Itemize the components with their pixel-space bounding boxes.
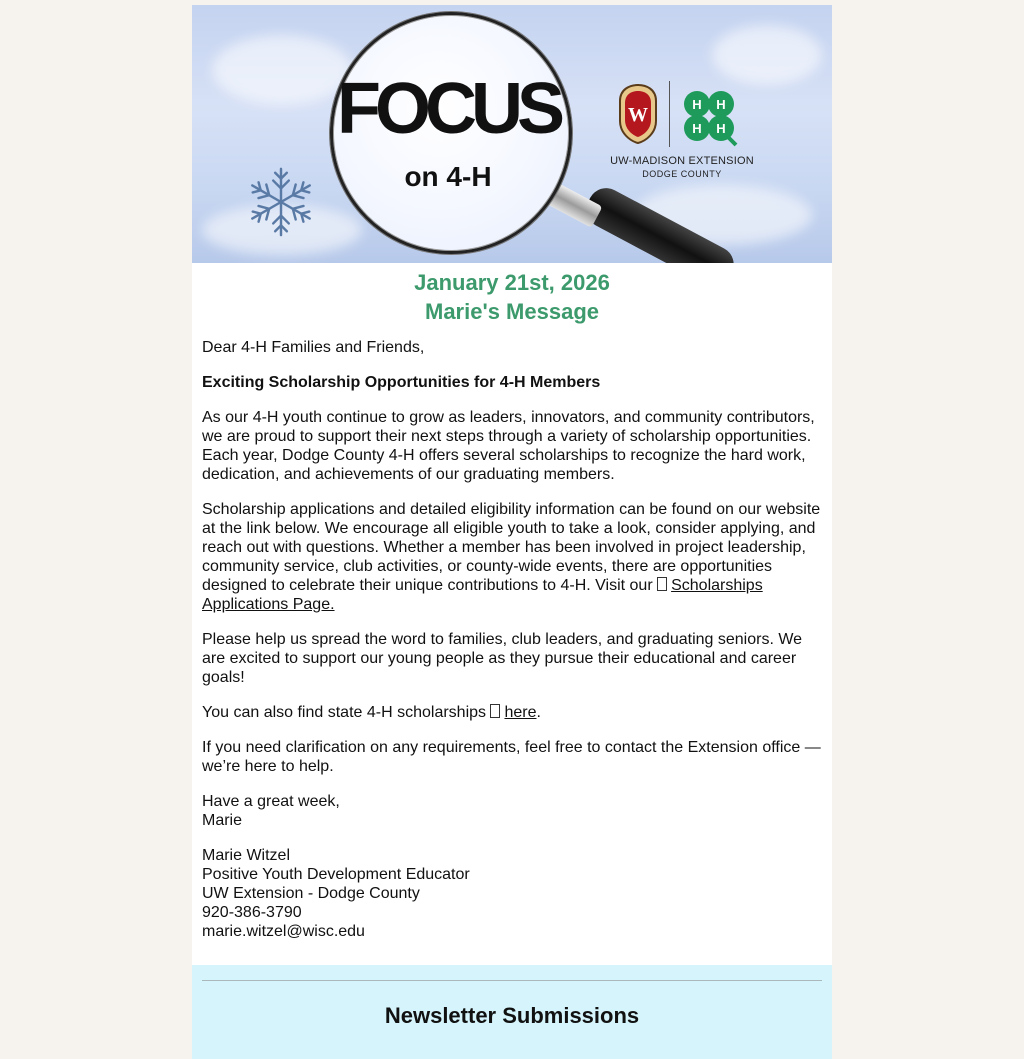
svg-text:H: H: [716, 121, 726, 136]
uw-crest-icon: [616, 83, 660, 145]
newsletter-container: [192, 5, 832, 1059]
focus-logo-word: FOCUS: [337, 69, 559, 149]
signature-email: marie.witzel@wisc.edu: [202, 923, 365, 940]
paragraph-text: You can also find state 4-H scholarships: [202, 704, 491, 721]
state-scholarships-link[interactable]: here: [504, 704, 537, 721]
message-subject: Exciting Scholarship Opportunities for 4-H Members: [202, 374, 601, 391]
cloud-shape: [712, 25, 822, 85]
signature-role: Positive Youth Development Educator: [202, 866, 470, 883]
headline: [192, 268, 832, 326]
svg-text:W: W: [628, 104, 648, 126]
paragraph: [202, 500, 822, 614]
paragraph: As our 4-H youth continue to grow as leaders, innovators, and community contributors, we are proud to support their next steps through a variety of scholarship opportunities. Each year, Dodge County 4-H offers several scholarships to recognize the hard work, dedication, and achievements of our graduating members.: [202, 409, 815, 483]
message-title: Marie's Message: [425, 299, 599, 324]
focus-logo-sub: on 4-H: [404, 161, 492, 192]
svg-text:H: H: [716, 97, 726, 112]
closing-name: Marie: [202, 812, 243, 829]
paragraph: If you need clarification on any requirements, feel free to contact the Extension office — we’re here to help.: [202, 739, 821, 775]
signature-phone: 920-386-3790: [202, 904, 302, 921]
divider: [202, 980, 822, 981]
signature-name: Marie Witzel: [202, 847, 291, 864]
closing: [202, 792, 822, 830]
org-county: DODGE COUNTY: [642, 169, 722, 179]
paragraph-text: Scholarship applications and detailed eligibility information can be found on our website at the link below. We encourage all eligible youth to take a look, consider applying, and reach out with questions. Whether a member has been involved in project leadership, community service, club activities, or county-wide events, there are opportunities designed to celebrate their unique contributions to 4-H. Visit our: [202, 501, 821, 594]
scholarship-applications-link[interactable]: Scholarships Applications Page.: [202, 577, 763, 613]
newsletter-date: January 21st, 2026: [414, 270, 610, 295]
section-title: Newsletter Submissions: [384, 1003, 640, 1028]
clover-icon: [678, 85, 740, 147]
paragraph-text: .: [536, 704, 541, 721]
svg-text:H: H: [692, 97, 702, 112]
paragraph: Please help us spread the word to families, club leaders, and graduating seniors. We are excited to support our young people as they pursue their educational and career goals!: [202, 631, 803, 686]
external-link-icon: [657, 577, 667, 591]
external-link-icon: [490, 704, 500, 718]
logo-divider: [669, 81, 670, 147]
paragraph: [202, 703, 822, 722]
header-banner: [192, 5, 832, 263]
greeting: Dear 4-H Families and Friends,: [202, 339, 425, 356]
message-body: [192, 326, 832, 949]
closing-line: Have a great week,: [202, 793, 340, 810]
org-name: UW-MADISON EXTENSION: [610, 155, 754, 167]
newsletter-submissions-section: [192, 965, 832, 1059]
svg-text:H: H: [692, 121, 702, 136]
snowflake-icon: [242, 163, 320, 241]
signature-org: UW Extension - Dodge County: [202, 885, 420, 902]
signature: [202, 846, 822, 941]
